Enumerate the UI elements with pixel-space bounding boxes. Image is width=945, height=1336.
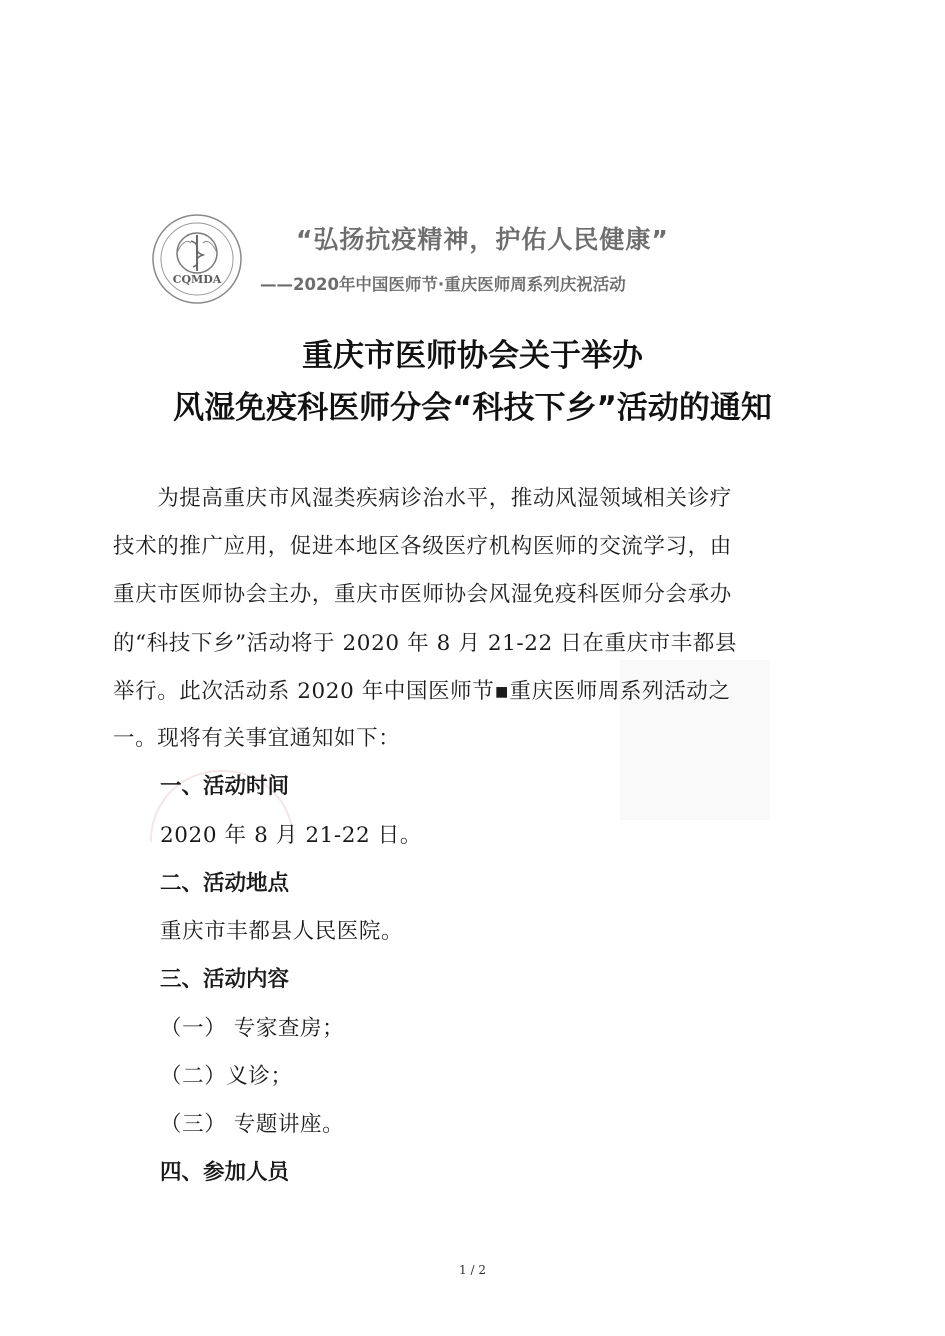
- section-heading-location: 二、活动地点: [160, 871, 290, 896]
- subslogan: ——2020年中国医师节·重庆医师周系列庆祝活动: [260, 275, 626, 294]
- content-item: （三） 专题讲座。: [160, 1112, 345, 1137]
- intro-line: 技术的推广应用，促进本地区各级医疗机构医师的交流学习，由: [113, 534, 732, 559]
- title-line-2: 风湿免疫科医师分会“科技下乡”活动的通知: [173, 390, 772, 426]
- section-text-time: 2020 年 8 月 21-22 日。: [160, 823, 422, 848]
- intro-line: 的“科技下乡”活动将于 2020 年 8 月 21-22 日在重庆市丰都县: [113, 631, 738, 656]
- page-number: 1 / 2: [459, 1263, 486, 1277]
- intro-line: 一。现将有关事宜通知如下：: [113, 726, 401, 751]
- content-item: （二）义诊；: [160, 1064, 293, 1089]
- content-item: （一） 专家查房；: [160, 1016, 345, 1041]
- section-heading-time: 一、活动时间: [160, 774, 290, 799]
- title-line-1: 重庆市医师协会关于举办: [302, 338, 643, 374]
- cqmda-logo-seal: [151, 213, 243, 305]
- intro-line: 举行。此次活动系 2020 年中国医师节▪重庆医师周系列活动之: [113, 679, 731, 704]
- section-heading-participants: 四、参加人员: [160, 1160, 290, 1185]
- slogan: “弘扬抗疫精神，护佑人民健康”: [296, 225, 669, 254]
- section-text-location: 重庆市丰都县人民医院。: [160, 919, 404, 944]
- intro-line: 重庆市医师协会主办，重庆市医师协会风湿免疫科医师分会承办: [113, 582, 732, 607]
- section-heading-content: 三、活动内容: [160, 967, 290, 992]
- logo-text: CQMDA: [172, 273, 222, 286]
- intro-line: 为提高重庆市风湿类疾病诊治水平，推动风湿领域相关诊疗: [113, 486, 732, 511]
